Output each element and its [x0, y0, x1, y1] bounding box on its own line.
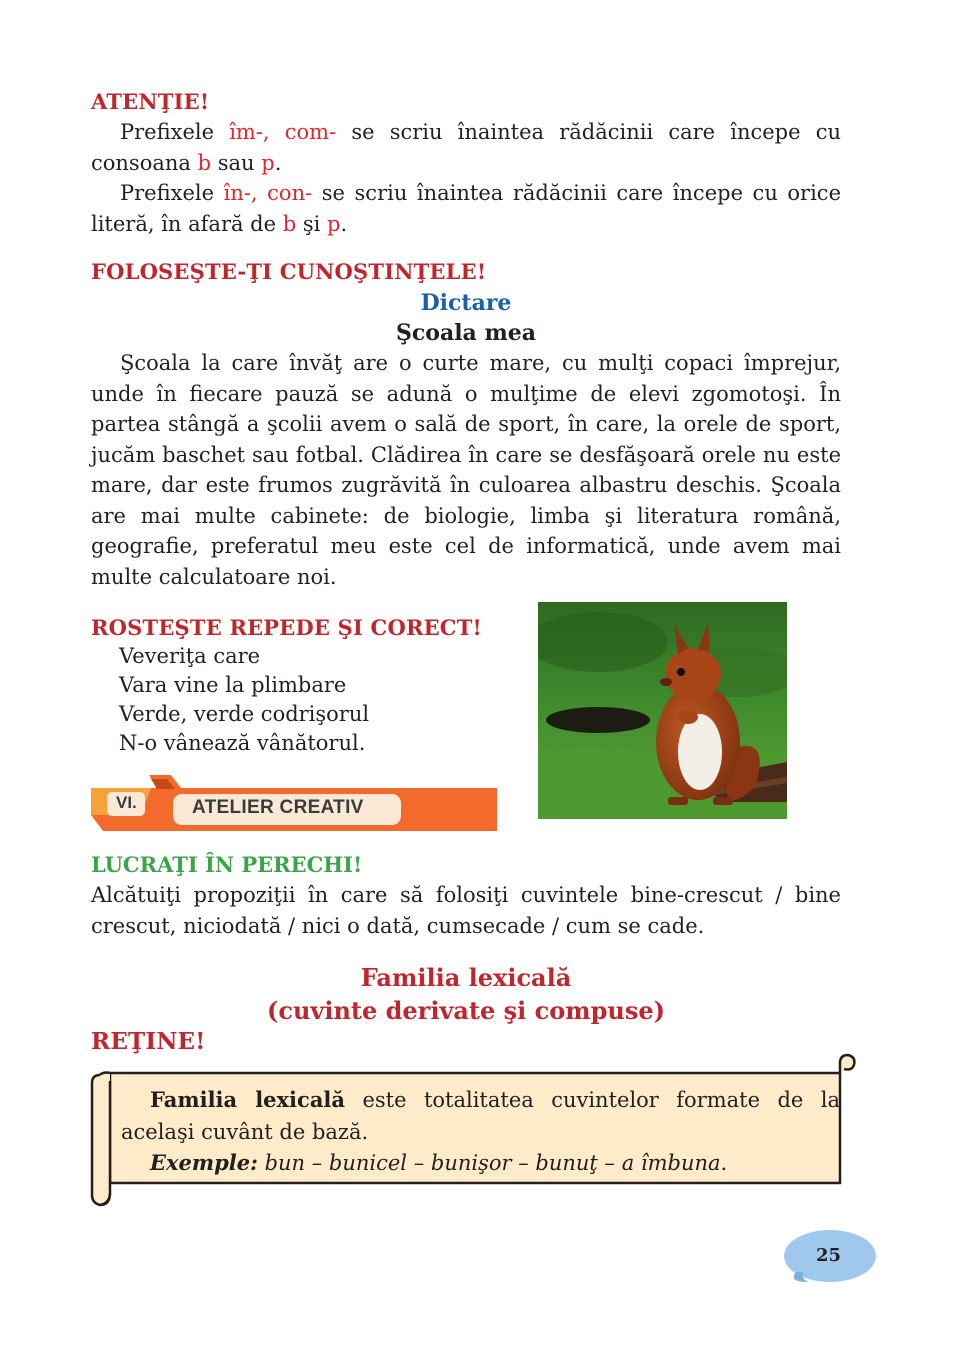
definition-text: Familia lexicală este totalitatea cuvintelor formate de la acelaşi cuvânt de bază.: [121, 1087, 840, 1144]
pairs-text: Alcătuiţi propoziţii în care să folosiţi cuvintele bine-crescut / bine crescut, niciodată / nici o dată, cumsecade / cum se cade.: [91, 883, 841, 938]
attention-rule-2: Prefixele în-, con- se scriu înaintea rădăcinii care începe cu orice literă, în afară de b şi p.: [91, 181, 841, 236]
dictation-text: Şcoala la care învăţ are o curte mare, cu mulţi copaci împrejur, unde în fiecare pauză se adună o mulţime de elevi zgomotoşi. În partea stângă a şcolii avem o sală de sport, în care, la orele de sport, jucăm baschet sau fotbal. Clădirea în care se desfăşoară orele nu este mare, dar este frumos zugrăvită în culoarea albastru deschis. Şcoala are mai multe cabinete: de biologie, limba şi literatura română, geografie, preferatul meu este cel de informatică, unde avem mai multe calculatoare noi.: [91, 351, 841, 589]
dictation-title: Şcoala mea: [395, 320, 536, 346]
lesson-title: Familia lexicală: [360, 963, 572, 992]
lesson-subtitle: (cuvinte derivate şi compuse): [266, 996, 666, 1025]
attention-rule-1: Prefixele îm-, com- se scriu înaintea rădăcinii care începe cu consoana b sau p.: [91, 120, 841, 175]
poem-line: Verde, verde codrişorul: [119, 702, 370, 726]
poem-line: Vara vine la plimbare: [119, 673, 347, 697]
attention-heading: ATENŢIE!: [91, 89, 210, 114]
poem-line: Veveriţa care: [119, 644, 261, 668]
dictation-heading: Dictare: [420, 290, 512, 316]
page-number: 25: [816, 1245, 842, 1266]
poem-line: N-o vânează vânătorul.: [119, 731, 366, 755]
section-label: ATELIER CREATIV: [192, 797, 364, 818]
tongue-twister-heading: ROSTEŞTE REPEDE ŞI CORECT!: [91, 615, 482, 640]
squirrel-photo: [538, 602, 787, 819]
definition-examples: Exemple: bun – bunicel – bunişor – bunuţ – a îmbuna.: [150, 1150, 728, 1175]
remember-heading: REŢINE!: [91, 1028, 206, 1055]
tongue-twister-poem: [119, 642, 369, 758]
section-number: VI.: [116, 793, 137, 812]
use-knowledge-heading: FOLOSEŞTE-ŢI CUNOŞTINŢELE!: [91, 259, 487, 284]
pairs-heading: LUCRAŢI ÎN PERECHI!: [91, 852, 363, 877]
